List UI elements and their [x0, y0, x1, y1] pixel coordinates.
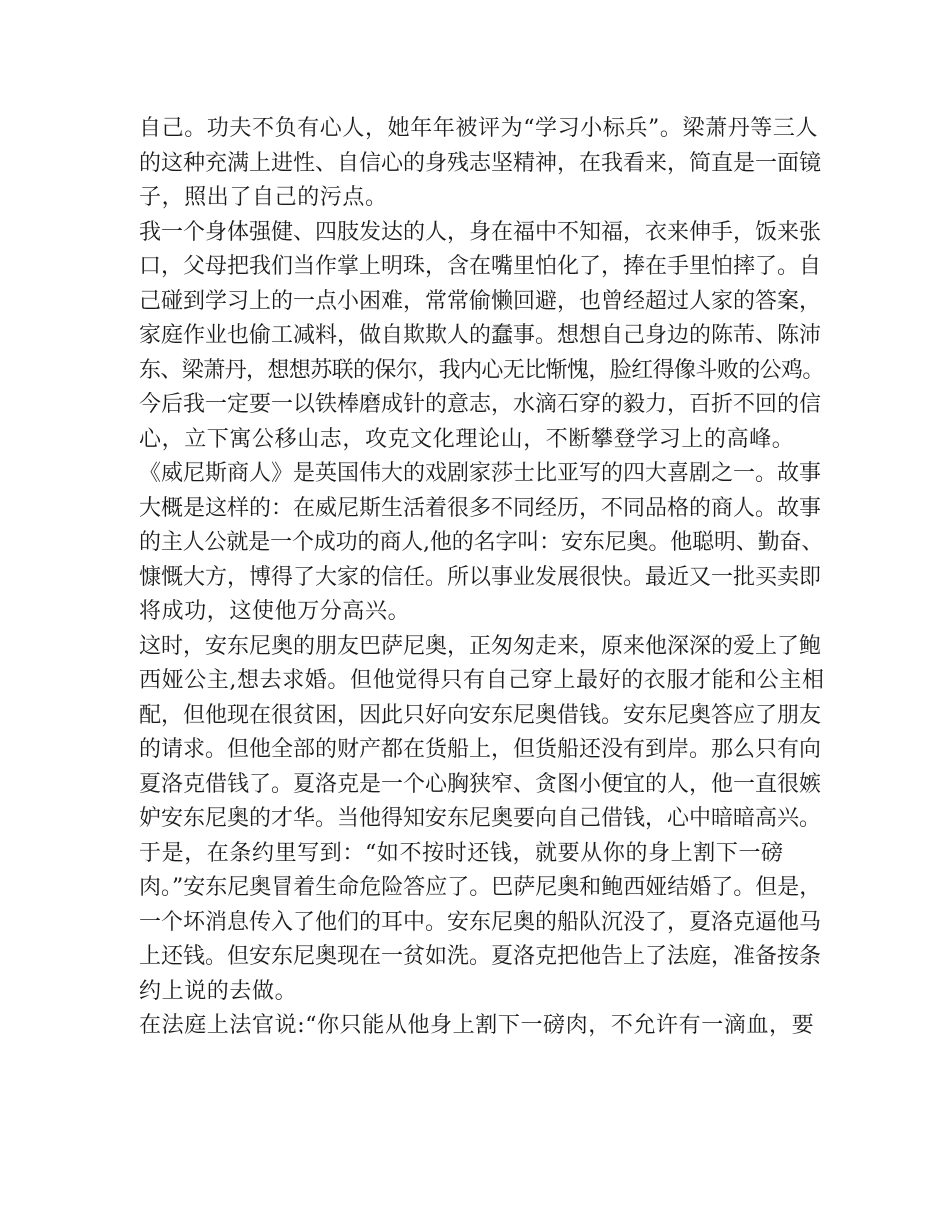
- text-line: 《威尼斯商人》是英国伟大的戏剧家莎士比亚写的四大喜剧之一。故事: [139, 461, 822, 486]
- text-line: 的请求。但他全部的财产都在货船上，但货船还没有到岸。那么只有向: [139, 737, 822, 762]
- text-line: 的主人公就是一个成功的商人,他的名字叫：安东尼奥。他聪明、勤奋、: [139, 530, 824, 555]
- paragraph-4: [139, 630, 825, 1010]
- text-line: 今后我一定要一以铁棒磨成针的意志，水滴石穿的毅力，百折不回的信: [139, 392, 822, 417]
- text-line: 慷慨大方，博得了大家的信任。所以事业发展很快。最近又一批买卖即: [139, 564, 822, 590]
- text-line: 家庭作业也偷工减料，做自欺欺人的蠢事。想想自己身边的陈芾、陈沛: [139, 323, 822, 348]
- text-line: 肉。”安东尼奥冒着生命危险答应了。巴萨尼奥和鲍西娅结婚了。但是，: [139, 875, 822, 900]
- text-line: 西娅公主,想去求婚。但他觉得只有自己穿上最好的衣服才能和公主相: [139, 668, 825, 693]
- text-line: 配，但他现在很贫困，因此只好向安东尼奥借钱。安东尼奥答应了朋友: [139, 702, 822, 728]
- document-body: [139, 112, 825, 1044]
- text-line: 心，立下寓公移山志，攻克文化理论山，不断攀登学习上的高峰。: [139, 426, 795, 452]
- text-line: 大概是这样的：在威尼斯生活着很多不同经历，不同品格的商人。故事: [139, 495, 822, 521]
- text-line: 我一个身体强健、四肢发达的人，身在福中不知福，衣来伸手，饭来张: [139, 219, 822, 245]
- paragraph-1: [139, 112, 825, 216]
- text-line: 上还钱。但安东尼奥现在一贫如洗。夏洛克把他告上了法庭，准备按条: [139, 944, 822, 969]
- text-line: 将成功，这使他万分高兴。: [139, 599, 411, 624]
- text-line: 的这种充满上进性、自信心的身残志坚精神，在我看来，简直是一面镜: [139, 150, 822, 176]
- paragraph-3: [139, 457, 825, 630]
- text-line: 夏洛克借钱了。夏洛克是一个心胸狭窄、贪图小便宜的人，他一直很嫉: [139, 771, 822, 797]
- text-line: 在法庭上法官说:“你只能从他身上割下一磅肉，不允许有一滴血，要: [139, 1013, 815, 1038]
- paragraph-2: [139, 216, 825, 458]
- text-line: 己碰到学习上的一点小困难，常常偷懒回避，也曾经超过人家的答案，: [139, 288, 822, 314]
- text-line: 妒安东尼奥的才华。当他得知安东尼奥要向自己借钱，心中暗暗高兴。: [139, 806, 822, 831]
- text-line: 于是，在条约里写到：“如不按时还钱，就要从你的身上割下一磅: [139, 840, 784, 866]
- text-line: 子，照出了自己的污点。: [139, 185, 388, 210]
- text-line: 一个坏消息传入了他们的耳中。安东尼奥的船队沉没了，夏洛克逼他马: [139, 909, 822, 935]
- text-line: 这时，安东尼奥的朋友巴萨尼奥，正匆匆走来，原来他深深的爱上了鲍: [139, 633, 822, 659]
- text-line: 东、梁萧丹，想想苏联的保尔，我内心无比惭愧，脸红得像斗败的公鸡。: [139, 357, 824, 383]
- text-line: 约上说的去做。: [139, 978, 298, 1004]
- text-line: 口，父母把我们当作掌上明珠，含在嘴里怕化了，捧在手里怕摔了。自: [139, 254, 822, 279]
- text-line: 自己。功夫不负有心人，她年年被评为“学习小标兵”。梁萧丹等三人: [139, 116, 819, 141]
- paragraph-5: [139, 1009, 825, 1044]
